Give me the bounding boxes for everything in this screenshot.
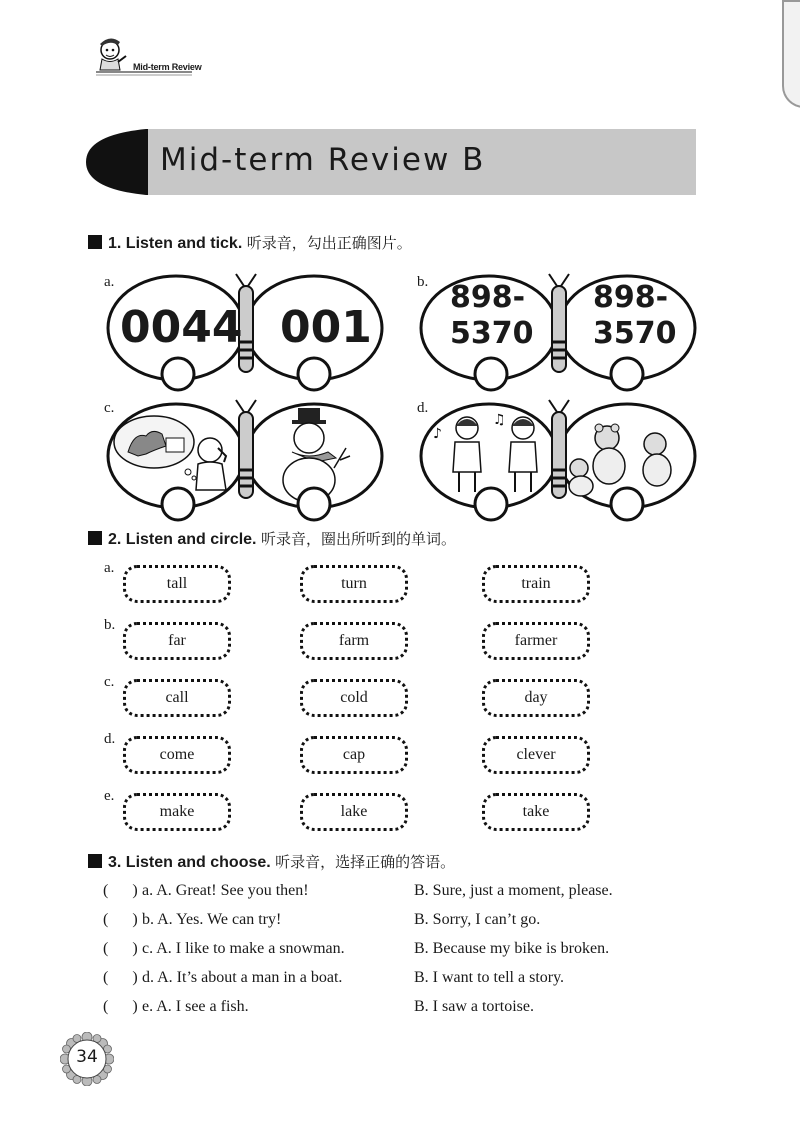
word-choice[interactable]: take (482, 793, 590, 831)
butterfly-b-left-number (450, 280, 534, 352)
edge-tab (782, 0, 800, 108)
square-bullet-icon (88, 854, 102, 868)
section2-title-cn: 听录音，圈出所听到的单词。 (260, 530, 456, 548)
section2-heading (88, 528, 456, 549)
answer-blank[interactable]: ( ) (103, 911, 138, 928)
section3-heading (88, 851, 455, 872)
butterfly-b-right-line2: 3570 (593, 316, 677, 351)
butterfly-a-left-number: 0044 (120, 302, 243, 353)
item-label-b: b. (417, 274, 429, 290)
word-choice[interactable]: cap (300, 736, 408, 774)
header-mascot-logo (88, 28, 198, 80)
butterfly-c (106, 398, 386, 522)
word-choice[interactable]: come (123, 736, 231, 774)
square-bullet-icon (88, 531, 102, 545)
option-b: B. I saw a tortoise. (414, 998, 534, 1015)
row-label-e: e. (104, 788, 115, 804)
page-number: 34 (76, 1047, 98, 1067)
butterfly-b-left-line1: 898- (450, 280, 526, 315)
word-choice[interactable]: far (123, 622, 231, 660)
word-choice[interactable]: train (482, 565, 590, 603)
page-title: Mid-term Review B (160, 142, 486, 178)
word-choice[interactable]: tall (123, 565, 231, 603)
option-a: c. A. I like to make a snowman. (142, 940, 345, 957)
option-b: B. Sure, just a moment, please. (414, 882, 613, 899)
svg-text:♫: ♫ (493, 412, 506, 428)
word-choice[interactable]: farmer (482, 622, 590, 660)
word-choice[interactable]: turn (300, 565, 408, 603)
word-choice[interactable]: day (482, 679, 590, 717)
option-a: b. A. Yes. We can try! (142, 911, 282, 928)
svg-text:♪: ♪ (433, 426, 442, 442)
square-bullet-icon (88, 235, 102, 249)
option-a: e. A. I see a fish. (142, 998, 249, 1015)
section3-title: 3. Listen and choose. (108, 854, 271, 871)
word-choice[interactable]: make (123, 793, 231, 831)
word-choice[interactable]: farm (300, 622, 408, 660)
running-title: Mid-term Review (133, 62, 202, 72)
section1-title-cn: 听录音，勾出正确图片。 (246, 234, 412, 252)
section1-title: 1. Listen and tick. (108, 235, 243, 252)
section3-title-cn: 听录音，选择正确的答语。 (275, 853, 456, 871)
answer-blank[interactable]: ( ) (103, 998, 138, 1015)
option-a: a. A. Great! See you then! (142, 882, 309, 899)
title-tab-shape (86, 129, 152, 195)
option-b: B. Because my bike is broken. (414, 940, 610, 957)
option-b: B. I want to tell a story. (414, 969, 565, 986)
row-label-c: c. (104, 674, 115, 690)
word-choice[interactable]: clever (482, 736, 590, 774)
item-label-a: a. (104, 274, 115, 290)
section2-title: 2. Listen and circle. (108, 531, 257, 548)
butterfly-b-right-line1: 898- (593, 280, 669, 315)
butterfly-d (419, 398, 699, 522)
answer-blank[interactable]: ( ) (103, 882, 138, 899)
item-label-d: d. (417, 400, 429, 416)
word-choice[interactable]: lake (300, 793, 408, 831)
answer-blank[interactable]: ( ) (103, 969, 138, 986)
option-b: B. Sorry, I can’t go. (414, 911, 541, 928)
answer-blank[interactable]: ( ) (103, 940, 138, 957)
section1-heading (88, 232, 412, 253)
word-choice[interactable]: call (123, 679, 231, 717)
item-label-c: c. (104, 400, 115, 416)
row-label-b: b. (104, 617, 116, 633)
word-choice[interactable]: cold (300, 679, 408, 717)
option-a: d. A. It’s about a man in a boat. (142, 969, 343, 986)
row-label-a: a. (104, 560, 115, 576)
butterfly-b-right-number (593, 280, 677, 352)
butterfly-b-left-line2: 5370 (450, 316, 534, 351)
butterfly-a-right-number: 001 (280, 302, 372, 353)
row-label-d: d. (104, 731, 116, 747)
